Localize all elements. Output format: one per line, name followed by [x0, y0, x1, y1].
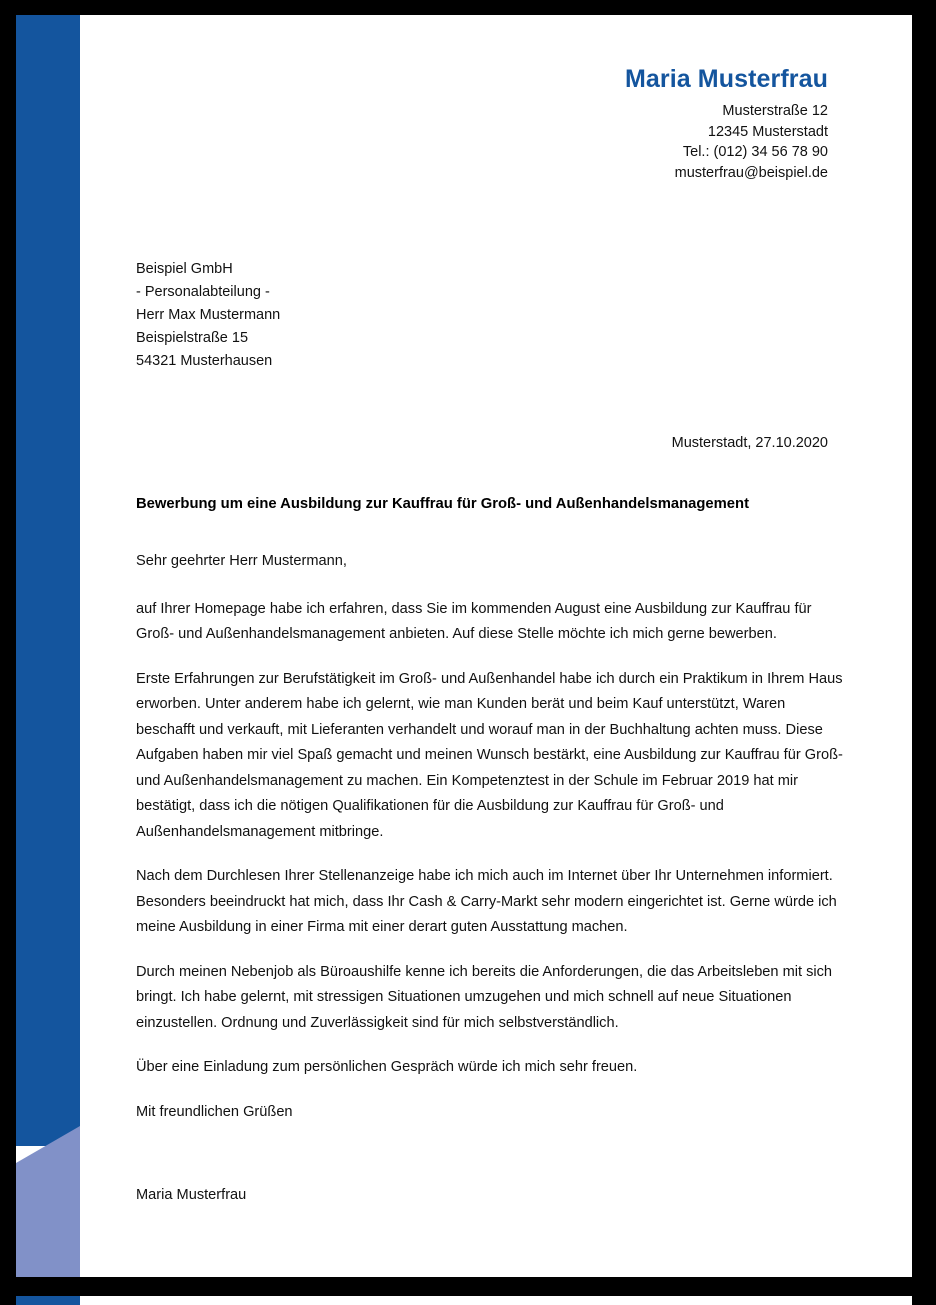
place-and-date: Musterstadt, 27.10.2020	[671, 435, 828, 451]
signature-name: Maria Musterfrau	[136, 1187, 247, 1203]
subject-line: Bewerbung um eine Ausbildung zur Kauffrau für Groß- und Außenhandelsmanagement	[136, 496, 750, 512]
salutation: Sehr geehrter Herr Mustermann,	[136, 553, 347, 569]
body-paragraph: Durch meinen Nebenjob als Büroaushilfe kenne ich bereits die Anforderungen, die das Arbeitsleben mit sich bringt. Ich habe gelernt, mit stressigen Situationen umzugehen und mich schnell auf neue Situationen einzustellen. Ordnung und Zuverlässigkeit sind für mich selbstverständlich.	[136, 963, 833, 1031]
sender-name: Maria Musterfrau	[624, 65, 828, 93]
recipient-street: Beispielstraße 15	[136, 330, 249, 346]
recipient-department: - Personalabteilung -	[136, 284, 270, 300]
sender-block	[625, 63, 828, 183]
sender-phone: Tel.: (012) 34 56 78 90	[682, 144, 828, 160]
sender-address-line: Musterstraße 12	[722, 103, 828, 119]
recipient-block	[136, 258, 280, 373]
closing-phrase: Über eine Einladung zum persönlichen Gespräch würde ich mich sehr freuen.	[136, 1059, 638, 1075]
letter-page	[16, 15, 912, 1277]
signoff: Mit freundlichen Grüßen	[136, 1103, 293, 1120]
sender-address-line: 12345 Musterstadt	[707, 123, 828, 140]
sender-address	[625, 101, 828, 183]
recipient-company: Beispiel GmbH	[136, 261, 233, 277]
recipient-city: 54321 Musterhausen	[136, 353, 273, 369]
body-paragraph: Nach dem Durchlesen Ihrer Stellenanzeige habe ich mich auch im Internet über Ihr Unternehmen informiert. Besonders beeindruckt hat mich, dass Ihr Cash & Carry-Markt sehr modern eingerichtet ist. Gerne würde ich meine Ausbildung in einer Firma mit einer derart guten Ausstattung machen.	[136, 868, 837, 935]
next-page-sliver	[16, 1296, 912, 1305]
body-paragraph: auf Ihrer Homepage habe ich erfahren, dass Sie im kommenden August eine Ausbildung zur Kauffrau für Groß- und Außenhandelsmanagement anbieten. Auf diese Stelle möchte ich mich gerne bewerben.	[136, 600, 812, 642]
sender-email: musterfrau@beispiel.de	[674, 164, 828, 181]
decorative-blue-sidebar	[16, 15, 80, 1146]
body-paragraph: Erste Erfahrungen zur Berufstätigkeit im Groß- und Außenhandel habe ich durch ein Praktikum in Ihrem Haus erworben. Unter anderem habe ich gelernt, wie man Kunden berät und beim Kauf unterstützt, Waren beschafft und verkauft, mit Lieferanten verhandelt und worauf man in der Buchhaltung achten muss. Diese Aufgaben haben mir viel Spaß gemacht und meinen Wunsch bestärkt, eine Ausbildung zur Kauffrau für Groß- und Außenhandelsmanagement zu machen. Ein Kompetenztest in der Schule im Februar 2019 hat mir bestätigt, dass ich die nötigen Qualifikationen für die Ausbildung zur Kauffrau für Groß- und Außenhandelsmanagement mitbringe.	[136, 670, 843, 840]
letter-body	[136, 549, 848, 1209]
letter-content	[120, 15, 912, 1277]
next-page-sidebar	[16, 1296, 80, 1305]
recipient-person: Herr Max Mustermann	[136, 307, 281, 323]
